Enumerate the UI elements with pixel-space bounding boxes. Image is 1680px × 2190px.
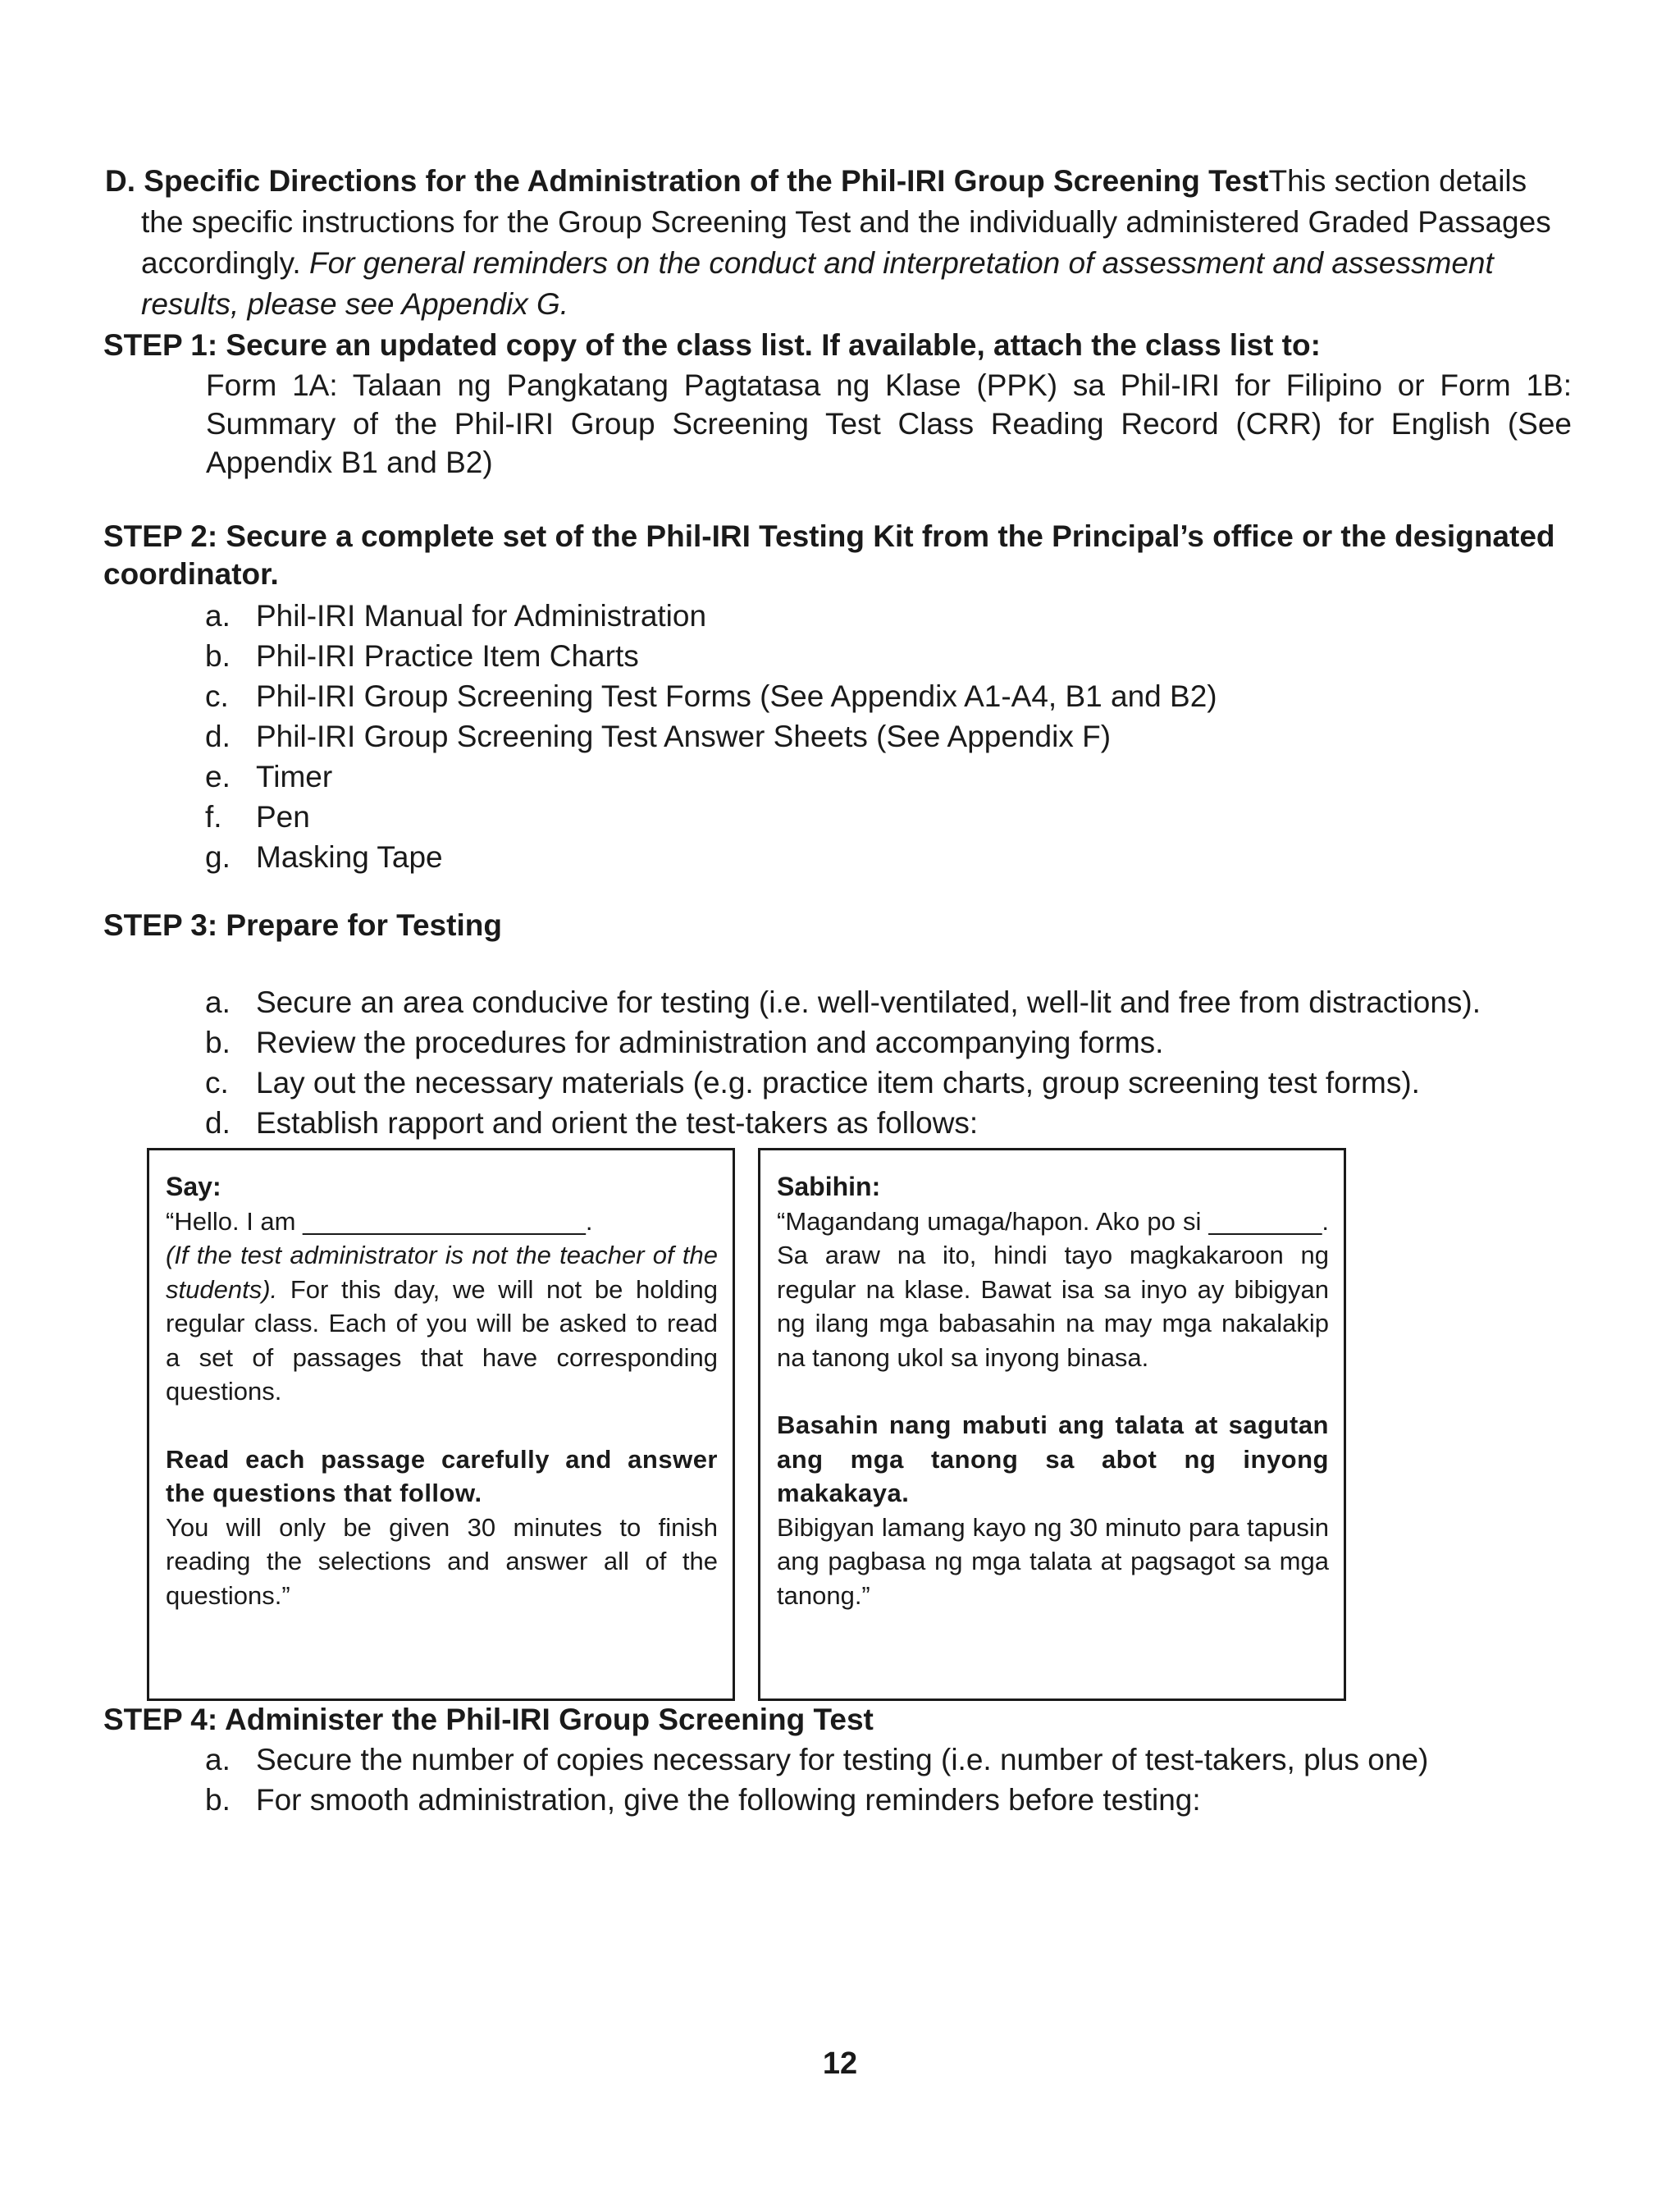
list-item: c. Phil-IRI Group Screening Test Forms (See Appendix A1-A4, B1 and B2) (205, 679, 1217, 713)
list-item: b. For smooth administration, give the following reminders before testing: (205, 1783, 1201, 1817)
say-box-filipino (758, 1148, 1346, 1701)
sabihin-bold-instruction: Basahin nang mabuti ang talata at sagutan ang mga tanong sa abot ng inyong makakaya. (777, 1410, 1329, 1507)
section-d-heading: D. Specific Directions for the Administration of the Phil-IRI Group Screening Test (105, 164, 1269, 198)
say-heading: Say: (166, 1172, 221, 1201)
list-item: f. Pen (205, 800, 310, 834)
step1-body-line-3: Appendix B1 and B2) (206, 446, 493, 479)
say-closing: You will only be given 30 minutes to finish reading the selections and answer all of the questions.” (166, 1512, 718, 1610)
step2-kit-list (205, 596, 1217, 877)
list-item: d. Phil-IRI Group Screening Test Answer Sheets (See Appendix F) (205, 720, 1112, 753)
step1-body (206, 366, 1572, 482)
list-item: g. Masking Tape (205, 840, 443, 874)
list-item: c. Lay out the necessary materials (e.g. practice item charts, group screening test forms). (205, 1066, 1420, 1100)
list-item: a. Secure the number of copies necessary for testing (i.e. number of test-takers, plus one) (205, 1743, 1429, 1776)
section-d-line-2: the specific instructions for the Group Screening Test and the individually administered Graded Passages (141, 205, 1551, 239)
list-item: a. Secure an area conducive for testing (i.e. well-ventilated, well-lit and free from distractions). (205, 985, 1481, 1019)
list-item: e. Timer (205, 760, 333, 793)
list-item: b. Review the procedures for administration and accompanying forms. (205, 1026, 1164, 1059)
step1-heading: STEP 1: Secure an updated copy of the class list. If available, attach the class list to: (103, 328, 1321, 362)
section-d (105, 161, 1582, 325)
list-item: b. Phil-IRI Practice Item Charts (205, 639, 639, 673)
say-bold-instruction: Read each passage carefully and answer the questions that follow. (166, 1444, 718, 1507)
sabihin-body: “Magandang umaga/hapon. Ako po si ________. Sa araw na ito, hindi tayo magkakaroon ng regular na klase. Bawat isa sa inyo ay bibigyan ng ilang mga babasahin na may mga nakalakip na tanong ukol sa inyong binasa. (777, 1206, 1329, 1372)
say-box-english (147, 1148, 735, 1701)
list-item: d. Establish rapport and orient the test-takers as follows: (205, 1106, 979, 1140)
page-number: 12 (822, 2046, 858, 2081)
step4-heading: STEP 4: Administer the Phil-IRI Group Screening Test (103, 1703, 874, 1736)
section-d-line-1 (105, 161, 1582, 202)
step1-body-line-2: Summary of the Phil-IRI Group Screening Test Class Reading Record (CRR) for English (See (206, 407, 1572, 441)
list-item: a. Phil-IRI Manual for Administration (205, 599, 707, 633)
section-d-intro: This section details (1268, 164, 1527, 198)
say-body: (If the test administrator is not the teacher of the students). For this day, we will not be holding regular class. Each of you will be asked to read a set of passages that have corresponding questions. (166, 1241, 718, 1406)
step1-body-line-1: Form 1A: Talaan ng Pangkatang Pagtatasa ng Klase (PPK) sa Phil-IRI for Filipino or Form 1B: (206, 368, 1572, 402)
step3-list (205, 982, 1481, 1143)
step3-heading: STEP 3: Prepare for Testing (103, 908, 502, 942)
sabihin-heading: Sabihin: (777, 1172, 881, 1201)
sabihin-closing: Bibigyan lamang kayo ng 30 minuto para tapusin ang pagbasa ng mga talata at pagsagot sa mga tanong.” (777, 1512, 1329, 1610)
step4-list (205, 1740, 1428, 1820)
step2-heading: STEP 2: Secure a complete set of the Phil-IRI Testing Kit from the Principal’s office or the designated coordinator. (103, 519, 1555, 591)
say-greeting: “Hello. I am ____________________. (166, 1206, 593, 1236)
section-d-line-4: results, please see Appendix G. (141, 287, 569, 321)
section-d-line-3: accordingly. For general reminders on the conduct and interpretation of assessment and assessment (141, 246, 1494, 280)
